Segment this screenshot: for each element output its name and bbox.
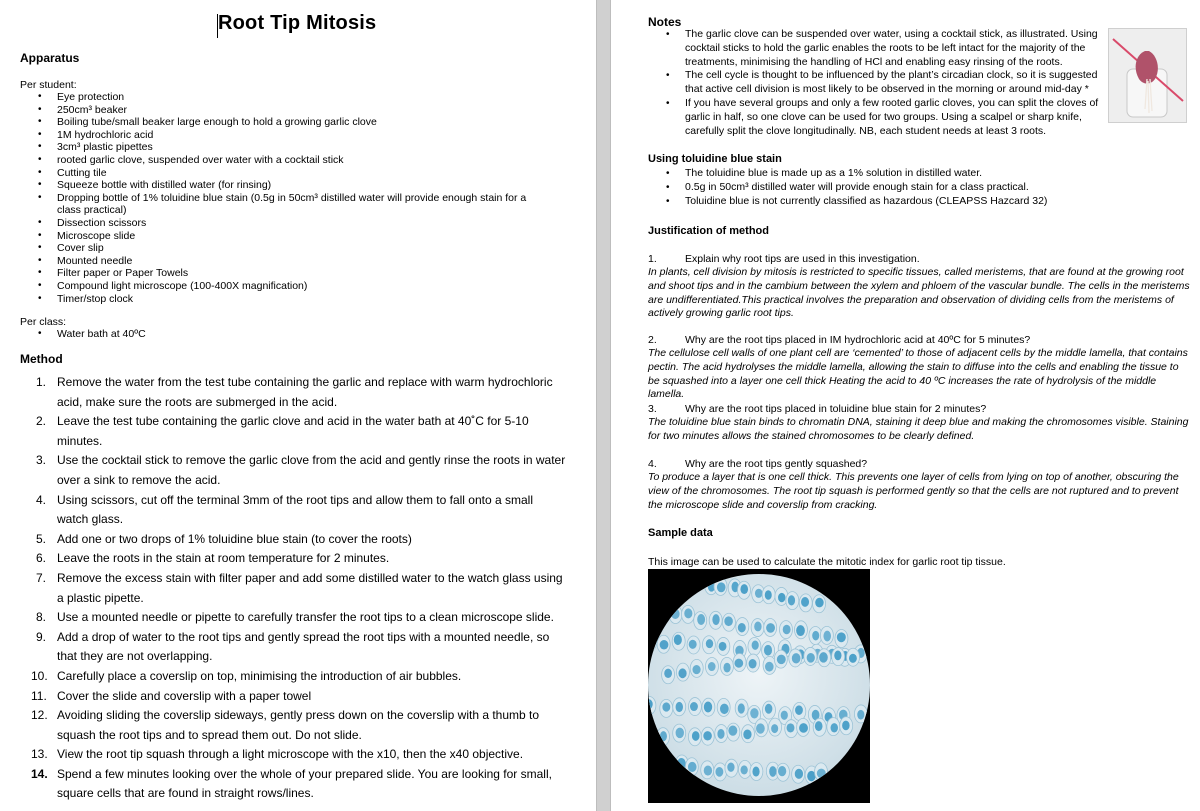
cell-nucleus <box>765 590 772 599</box>
cell-nucleus <box>674 634 682 645</box>
cell-nucleus <box>787 723 795 732</box>
cell-nucleus <box>842 721 849 731</box>
cell-nucleus <box>692 731 700 741</box>
step-number: 12. <box>31 708 48 723</box>
method-step <box>36 628 566 667</box>
cell-nucleus <box>788 595 795 605</box>
cell-nucleus <box>738 703 745 713</box>
garlic-illustration <box>1109 29 1187 123</box>
method-heading: Method <box>20 352 63 366</box>
cell-nucleus <box>778 593 785 602</box>
justification-heading: Justification of method <box>648 225 769 237</box>
method-step <box>36 608 566 628</box>
cell-nucleus <box>706 639 713 648</box>
cell-nucleus <box>765 704 773 714</box>
cell-nucleus <box>727 763 734 772</box>
list-item: • Squeeze bottle with distilled water (for rinsing) <box>20 179 580 192</box>
cell-nucleus <box>724 616 733 626</box>
sample-caption: This image can be used to calculate the mitotic index for garlic root tip tissue. <box>648 556 1006 568</box>
document-page-right <box>611 0 1200 811</box>
cell-nucleus <box>728 726 737 736</box>
cell-nucleus <box>703 731 712 740</box>
list-item: • 250cm³ beaker <box>20 104 580 117</box>
method-step <box>31 687 566 707</box>
list-item: • Eye protection <box>20 91 580 104</box>
cell-nucleus <box>708 662 716 671</box>
step-number: 2. <box>36 414 47 429</box>
step-number: 3. <box>36 453 47 468</box>
cell-nucleus <box>719 642 727 651</box>
document-page-left <box>0 0 596 811</box>
step-number: 6. <box>36 551 47 566</box>
cell-nucleus <box>837 632 846 642</box>
list-item: • Filter paper or Paper Towels <box>20 267 580 280</box>
step-text: View the root tip squash through a light microscope with the x10, then the x40 objective. <box>57 747 524 762</box>
method-step <box>36 373 566 412</box>
cell-nucleus <box>688 762 697 772</box>
answer-2: The cellulose cell walls of one plant cell are ‘cemented’ to those of adjacent cells by the middle lamella, that contains pectin. The acid hydrolyses the middle lamella, allowing the stain to diffuse into the cells and enabling the tissue to be squashed into a layer one cell thick Heating the acid to 40 ºC increases the rate of hydrolysis of the middle lamella. <box>648 347 1188 401</box>
cell-nucleus <box>834 651 841 661</box>
step-number: 13. <box>31 747 48 762</box>
cell-nucleus <box>764 645 772 656</box>
method-step <box>36 491 566 530</box>
per-class-label: Per class: <box>20 316 67 328</box>
cell-nucleus <box>704 765 712 775</box>
method-step <box>36 569 566 608</box>
root-tip-micrograph <box>648 569 870 803</box>
cell-nucleus <box>684 608 692 618</box>
list-item: • 0.5g in 50cm³ distilled water will provide enough stain for a class practical. <box>648 181 1188 195</box>
list-item: • 3cm³ plastic pipettes <box>20 141 580 154</box>
answer-1: In plants, cell division by mitosis is restricted to specific tissues, called meristems, that are found at the growing root and shoot tips and in the cambium between the xylem and phloem of the vascular bundle. The cells in the meristems are undifferentiated.This practical involves the preparation and observation of dividing cells from the meristems of actively growing garlic root tips. <box>648 266 1190 320</box>
step-text: Leave the roots in the stain at room temperature for 2 minutes. <box>57 551 390 566</box>
notes-list <box>648 28 1103 138</box>
apparatus-heading: Apparatus <box>20 51 80 65</box>
list-item: • Microscope slide <box>20 230 580 243</box>
step-number: 4. <box>36 492 47 507</box>
question-text: Why are the root tips placed in IM hydrochloric acid at 40ºC for 5 minutes? <box>685 334 1031 346</box>
step-text: Remove the excess stain with filter paper and add some distilled water to the watch glass using a plastic pipette. <box>57 570 563 605</box>
cell-nucleus <box>769 766 776 777</box>
list-item: • Dropping bottle of 1% toluidine blue stain (0.5g in 50cm³ distilled water will provide enough stain for a class practical) <box>20 192 550 217</box>
cell-nucleus <box>723 663 730 673</box>
per-student-label: Per student: <box>20 79 77 91</box>
list-item: • Toluidine blue is not currently classified as hazardous (CLEAPSS Hazcard 32) <box>648 195 1188 209</box>
list-item: • The garlic clove can be suspended over water, using a cocktail stick, as illustrated. Using cocktail sticks to hold the garlic enables the roots to be left intact for the majority of the treatments, minimising the handling of HCl and enabling easy rinsing of the roots. <box>648 28 1103 69</box>
cell-nucleus <box>819 652 828 662</box>
cell-nucleus <box>823 631 831 642</box>
cell-nucleus <box>660 640 669 649</box>
cell-nucleus <box>781 711 788 720</box>
micrograph-image <box>648 569 870 803</box>
per-student-list <box>20 91 580 305</box>
step-number: 11. <box>31 688 47 703</box>
step-text: Remove the water from the test tube containing the garlic and replace with warm hydrochloric acid, make sure the roots are submerged in the acid. <box>57 375 553 409</box>
method-step <box>31 765 566 804</box>
list-item: • Cutting tile <box>20 167 580 180</box>
step-number: 5. <box>36 531 47 546</box>
list-item: • Dissection scissors <box>20 217 580 230</box>
cell-nucleus <box>752 766 759 776</box>
cell-nucleus <box>754 622 761 632</box>
step-text: Use the cocktail stick to remove the garlic clove from the acid and gently rinse the roots in water over a sink to remove the acid. <box>57 453 566 487</box>
cell-nucleus <box>801 597 809 607</box>
answer-3: The toluidine blue stain binds to chromatin DNA, staining it deep blue and making the chromosomes visible. Staining for two minutes allows the stained chromosomes to be clearly defined. <box>648 416 1189 442</box>
question-number: 1. <box>648 253 657 265</box>
cell-nucleus <box>815 721 823 731</box>
cell-nucleus <box>777 655 786 665</box>
list-item: • The cell cycle is thought to be influenced by the plant’s circadian clock, so it is suggested that active cell division is most likely to be observed in the morning or around mid-day * <box>648 69 1103 97</box>
cell-nucleus <box>749 659 757 668</box>
cell-nucleus <box>752 641 759 650</box>
step-number: 14. <box>31 766 48 781</box>
step-text: Using scissors, cut off the terminal 3mm of the root tips and allow them to fall onto a small watch glass. <box>57 492 533 527</box>
cell-nucleus <box>720 704 729 715</box>
list-item: • Compound light microscope (100-400X magnification) <box>20 280 580 293</box>
step-number: 9. <box>36 629 47 644</box>
method-step <box>36 412 566 451</box>
cell-nucleus <box>717 582 726 592</box>
method-step <box>36 549 566 569</box>
cell-nucleus <box>771 724 778 733</box>
cell-nucleus <box>690 702 698 711</box>
page-gutter <box>596 0 611 811</box>
step-text: Avoiding sliding the coverslip sideways, gently press down on the coverslip with a thumb to squash the root tips and to spread them out. Do not slide. <box>57 708 540 742</box>
cell-nucleus <box>796 625 805 636</box>
answer-4: To produce a layer that is one cell thick. This prevents one layer of cells from lying on top of another, obscuring the view of the chromosomes. The root tip squash is performed gently so that the cells are not ruptured and to prevent the microscope slide and coverslip from cracking. <box>648 471 1179 511</box>
method-step <box>36 451 566 490</box>
step-text: Add a drop of water to the root tips and gently spread the root tips with a mounted needle, so that they are not overlapping. <box>57 629 550 664</box>
cell-nucleus <box>792 653 801 663</box>
cell-nucleus <box>664 669 672 678</box>
step-number: 8. <box>36 610 47 625</box>
cell-nucleus <box>755 589 763 598</box>
list-item: • The toluidine blue is made up as a 1% solution in distilled water. <box>648 167 1188 181</box>
cell-nucleus <box>807 653 815 663</box>
cell-nucleus <box>857 710 864 720</box>
step-text: Add one or two drops of 1% toluidine blue stain (to cover the roots) <box>57 531 412 546</box>
cell-nucleus <box>778 766 786 776</box>
question-text: Why are the root tips placed in toluidine blue stain for 2 minutes? <box>685 403 987 415</box>
list-item: • rooted garlic clove, suspended over water with a cocktail stick <box>20 154 580 167</box>
step-number: 1. <box>36 375 47 389</box>
question-text: Why are the root tips gently squashed? <box>685 458 868 470</box>
cell-nucleus <box>766 623 775 633</box>
toluidine-list <box>648 167 1188 208</box>
cell-nucleus <box>795 769 803 779</box>
cell-nucleus <box>715 767 723 777</box>
cell-nucleus <box>743 729 751 739</box>
list-item: • If you have several groups and only a few rooted garlic cloves, you can split the cloves of garlic in half, so one clove can be used for two groups. Using a scalpel or sharp knife, carefully split the clove longitudinally. NB, each student needs at least 3 roots. <box>648 97 1103 138</box>
method-steps <box>31 373 566 804</box>
method-step <box>31 706 566 745</box>
cell-nucleus <box>712 614 719 625</box>
step-text: Leave the test tube containing the garlic clove and acid in the water bath at 40˚C for 5-10 minutes. <box>57 414 529 448</box>
cell-nucleus <box>689 640 697 649</box>
list-item: • Timer/stop clock <box>20 293 580 306</box>
document-title: Root Tip Mitosis <box>218 12 377 34</box>
cell-nucleus <box>815 598 823 608</box>
cell-nucleus <box>740 584 748 594</box>
question-number: 3. <box>648 403 657 415</box>
cell-nucleus <box>697 614 705 625</box>
cell-nucleus <box>717 729 724 739</box>
per-class-list <box>20 328 580 341</box>
cell-nucleus <box>756 723 765 733</box>
toluidine-heading: Using toluidine blue stain <box>648 153 782 165</box>
step-text: Use a mounted needle or pipette to carefully transfer the root tips to a clean microscope slide. <box>57 610 554 625</box>
cell-nucleus <box>676 702 683 712</box>
cell-nucleus <box>812 631 819 641</box>
list-item: • Boiling tube/small beaker large enough to hold a growing garlic clove <box>20 116 580 129</box>
step-text: Cover the slide and coverslip with a paper towel <box>57 688 312 703</box>
list-item: • Cover slip <box>20 242 580 255</box>
question-number: 2. <box>648 334 657 346</box>
question-text: Explain why root tips are used in this investigation. <box>685 253 920 265</box>
list-item: • Water bath at 40ºC <box>20 328 580 341</box>
cell-nucleus <box>795 705 803 715</box>
cell-nucleus <box>849 654 857 663</box>
method-step <box>31 667 566 687</box>
cell-nucleus <box>738 623 746 632</box>
notes-heading: Notes <box>648 15 682 29</box>
method-step <box>36 530 566 550</box>
sample-data-heading: Sample data <box>648 527 713 539</box>
cell-nucleus <box>765 662 774 672</box>
list-item: • 1M hydrochloric acid <box>20 129 580 142</box>
step-text: Spend a few minutes looking over the whole of your prepared slide. You are looking for small, square cells that are found in straight rows/lines. <box>57 766 552 801</box>
cell-nucleus <box>704 702 712 713</box>
cell-nucleus <box>783 625 791 635</box>
cell-nucleus <box>676 728 684 739</box>
step-text: Carefully place a coverslip on top, minimising the introduction of air bubbles. <box>57 668 462 683</box>
method-step <box>31 745 566 765</box>
cell-nucleus <box>740 765 747 774</box>
cell-nucleus <box>662 702 670 711</box>
cell-nucleus <box>831 723 838 732</box>
garlic-clove-photo <box>1108 28 1187 123</box>
cell-nucleus <box>799 723 808 733</box>
cell-nucleus <box>692 665 700 674</box>
list-item: • Mounted needle <box>20 255 580 268</box>
cell-nucleus <box>750 708 758 718</box>
question-number: 4. <box>648 458 657 470</box>
step-number: 10. <box>31 668 48 683</box>
cell-nucleus <box>678 668 686 678</box>
step-number: 7. <box>36 570 47 585</box>
cell-nucleus <box>734 659 743 668</box>
